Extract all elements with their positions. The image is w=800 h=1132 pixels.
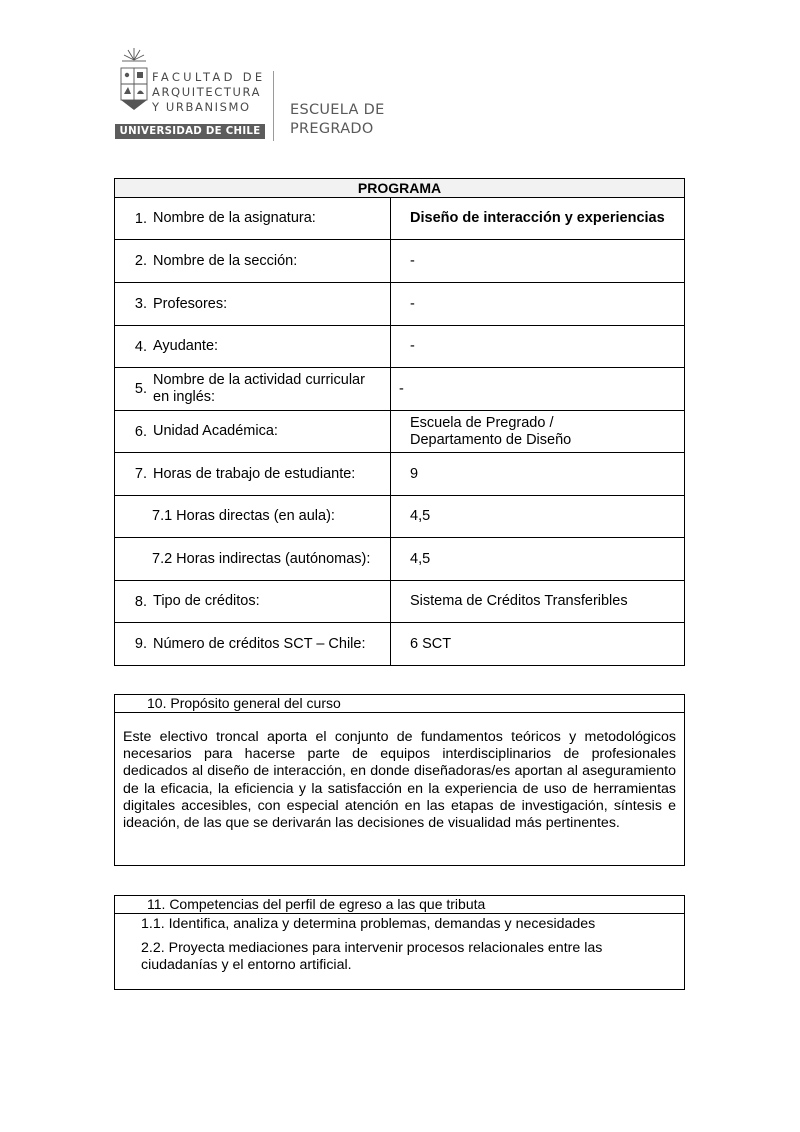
school-line-2: PREGRADO: [290, 121, 374, 137]
school-name: [290, 101, 385, 139]
program-row-direct-hours: [115, 496, 684, 538]
faculty-logo: [110, 46, 400, 146]
row-number: 3.: [134, 296, 147, 312]
row-label: Nombre de la actividad curricular en inglés:: [153, 372, 365, 405]
row-number: 7.: [134, 466, 147, 482]
row-value: -: [410, 252, 415, 269]
competencies-section: [114, 895, 685, 990]
row-value: -: [410, 338, 415, 354]
competency-item: 2.2. Proyecta mediaciones para intervenir procesos relacionales entre las ciudadanías y el entorno artificial.: [141, 939, 603, 973]
program-title: PROGRAMA: [115, 179, 684, 198]
row-number: 5.: [134, 381, 147, 397]
university-emblem-icon: [118, 46, 150, 116]
row-value: Sistema de Créditos Transferibles: [410, 593, 628, 609]
program-row-academic-unit: [115, 411, 684, 453]
row-number: 2.: [134, 253, 147, 269]
purpose-section: [114, 694, 685, 866]
school-line-1: ESCUELA DE: [290, 102, 385, 118]
row-label: Nombre de la asignatura:: [153, 210, 316, 226]
competency-item: 1.1. Identifica, analiza y determina problemas, demandas y necesidades: [141, 916, 596, 932]
competencies-heading: 11. Competencias del perfil de egreso a las que tributa: [115, 896, 684, 914]
faculty-name: [152, 70, 265, 115]
row-value: 9: [410, 465, 419, 482]
row-number: 6.: [134, 423, 147, 440]
row-label: 7.2 Horas indirectas (autónomas):: [152, 550, 371, 567]
logo-divider: [273, 71, 274, 141]
row-number: 1.: [134, 210, 147, 227]
program-row-indirect-hours: [115, 538, 684, 581]
row-value: -: [399, 380, 404, 397]
row-label: Unidad Académica:: [153, 423, 278, 439]
row-label: Nombre de la sección:: [153, 252, 298, 269]
faculty-line-2: ARQUITECTURA: [152, 85, 262, 99]
competencies-list: [141, 916, 674, 981]
row-label: 7.1 Horas directas (en aula):: [152, 508, 335, 524]
row-value: Escuela de Pregrado / Departamento de Diseño: [410, 414, 572, 448]
program-row-credits: [115, 623, 684, 665]
program-row-credit-type: [115, 581, 684, 623]
row-label: Número de créditos SCT – Chile:: [153, 635, 366, 652]
row-number: 4.: [134, 338, 147, 355]
program-table: [114, 178, 685, 666]
university-name-bar: UNIVERSIDAD DE CHILE: [115, 124, 265, 139]
program-row-professors: [115, 283, 684, 326]
program-row-student-hours: [115, 453, 684, 496]
purpose-heading: 10. Propósito general del curso: [115, 695, 684, 713]
row-label: Ayudante:: [153, 338, 219, 354]
row-value: -: [410, 295, 415, 312]
row-label: Tipo de créditos:: [153, 593, 260, 609]
row-label: Horas de trabajo de estudiante:: [153, 465, 356, 482]
purpose-text: Este electivo troncal aporta el conjunto de fundamentos teóricos y metodológicos necesarios para hacerse parte de equipos interdisciplinarios de profesionales dedicados al diseño de interacción, en donde diseñadoras/es aportan al aseguramiento de la eficacia, la eficiencia y la satisfacción en la experiencia de uso de herramientas digitales accesibles, con especial atención en las etapas de investigación, síntesis e ideación, de las que se derivarán las decisiones de visualidad más pertinentes.: [123, 729, 676, 832]
row-number: 9.: [134, 636, 147, 652]
row-value: 6 SCT: [410, 635, 452, 652]
program-row-subject: [115, 198, 684, 240]
row-value: 4,5: [410, 550, 431, 567]
row-value: 4,5: [410, 508, 431, 524]
faculty-line-3: Y URBANISMO: [152, 100, 251, 114]
program-row-assistant: [115, 326, 684, 368]
row-number: 8.: [134, 593, 147, 610]
faculty-line-1: FACULTAD DE: [152, 70, 266, 84]
program-row-section: [115, 240, 684, 283]
row-value: Diseño de interacción y experiencias: [410, 210, 665, 226]
row-label: Profesores:: [153, 295, 228, 312]
program-row-english-name: [115, 368, 684, 411]
